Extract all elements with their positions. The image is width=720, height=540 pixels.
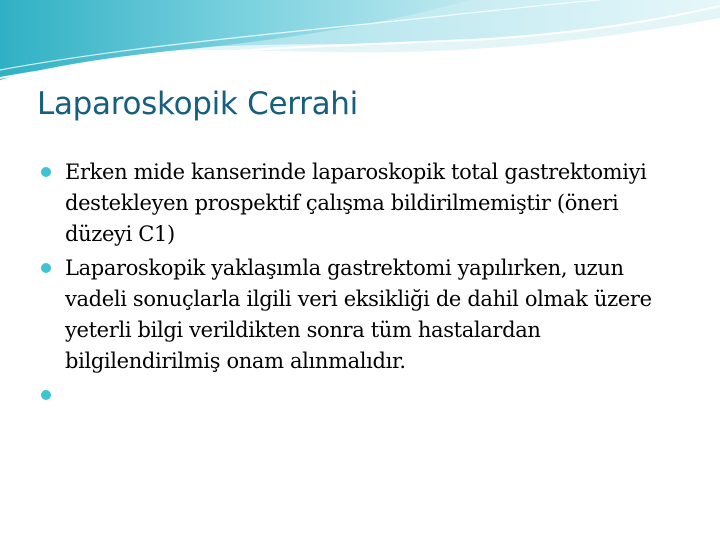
bullet-dot-icon <box>41 263 51 273</box>
bullet-item <box>38 253 688 377</box>
bullet-text: Erken mide kanserinde laparoskopik total gastrektomiyi destekleyen prospektif çalışma bildirilmemiştir (öneri düzeyi C1) <box>65 160 647 246</box>
bullet-item <box>38 157 688 250</box>
bullet-dot-icon <box>41 390 51 400</box>
header-wave-decoration <box>0 0 720 90</box>
bullet-list <box>38 157 688 414</box>
bullet-text: Laparoskopik yaklaşımla gastrektomi yapılırken, uzun vadeli sonuçlarla ilgili veri eksikliği de dahil olmak üzere yeterli bilgi verildikten sonra tüm hastalardan bilgilendirilmiş onam alınmalıdır. <box>65 256 652 373</box>
slide-title: Laparoskopik Cerrahi <box>37 86 358 122</box>
bullet-dot-icon <box>41 167 51 177</box>
bullet-item-empty <box>38 380 688 411</box>
